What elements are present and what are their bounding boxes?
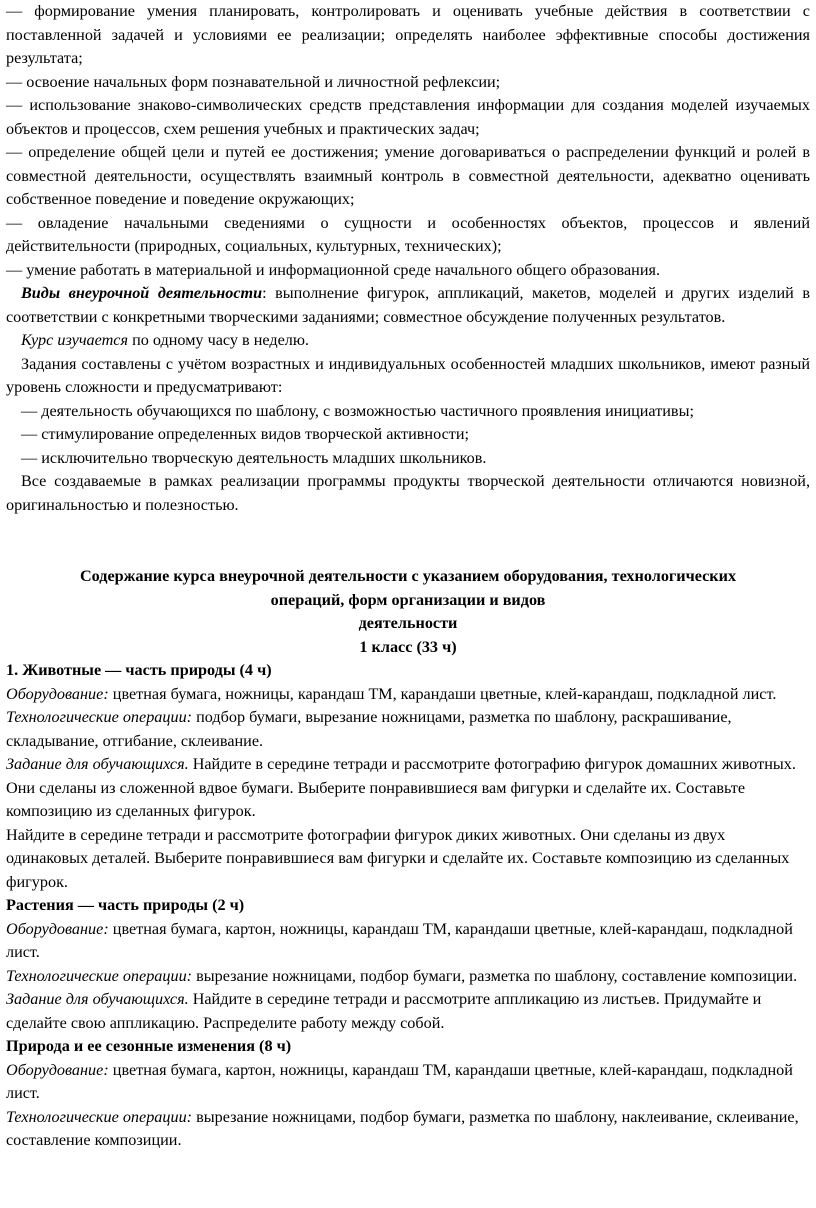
operations-paragraph: [6, 1106, 810, 1153]
intro-item: — формирование умения планировать, контролировать и оценивать учебные действия в соответствии с поставленной задачей и условиями ее реализации; определять наиболее эффективные способы достижения результата;: [6, 2, 810, 67]
operations-label: Технологические операции:: [6, 1107, 193, 1126]
tasks-intro-paragraph: Задания составлены с учётом возрастных и индивидуальных особенностей младших школьников, имеют разный уровень сложности и предусматривают:: [6, 354, 810, 396]
operations-text: вырезание ножницами, подбор бумаги, разметка по шаблону, составление композиции.: [192, 966, 798, 985]
intro-item: — овладение начальными сведениями о сущности и особенностях объектов, процессов и явлений действительности (природных, социальных, культурных, технических);: [6, 213, 810, 255]
task-item: — деятельность обучающихся по шаблону, с возможностью частичного проявления инициативы;: [21, 401, 694, 420]
task-label: Задание для обучающихся.: [6, 990, 189, 1008]
equipment-text: цветная бумага, картон, ножницы, карандаш ТМ, карандаши цветные, клей-карандаш, подкладной лист.: [6, 919, 793, 961]
operations-label: Технологические операции:: [6, 966, 193, 985]
task-paragraph: Найдите в середине тетради и рассмотрите фотографии фигурок диких животных. Они сделаны из двух одинаковых деталей. Выберите понравившиеся вам фигурки и сделайте их. Составьте композицию из сделанных фигурок.: [6, 825, 790, 891]
section-title: Природа и ее сезонные изменения (8 ч): [6, 1037, 292, 1055]
task-paragraph: [6, 753, 810, 824]
grade-heading: 1 класс (33 ч): [359, 637, 457, 656]
course-hours-text: по одному часу в неделю.: [128, 331, 309, 349]
activity-types-text: : выполнение фигурок, аппликаций, макетов, моделей и других изделий в соответствии с конкретными творческими заданиями; совместное обсуждение полученных результатов.: [6, 284, 810, 326]
equipment-text: цветная бумага, картон, ножницы, карандаш ТМ, карандаши цветные, клей-карандаш, подкладной лист.: [6, 1060, 793, 1102]
content-heading-line: Содержание курса внеурочной деятельности с указанием оборудования, технологических: [79, 567, 737, 585]
activity-types-label: Виды внеурочной деятельности: [21, 284, 263, 302]
intro-item: — использование знаково-символических средств представления информации для создания моделей изучаемых объектов и процессов, схем решения учебных и практических задач;: [6, 96, 810, 138]
equipment-paragraph: [6, 683, 810, 707]
content-heading-line: операций, форм организации и видов: [270, 590, 546, 609]
operations-paragraph: [6, 706, 810, 753]
section-title: 1. Животные — часть природы (4 ч): [6, 661, 272, 679]
equipment-label: Оборудование:: [6, 1060, 109, 1079]
equipment-label: Оборудование:: [6, 684, 109, 703]
task-text: Найдите в середине тетради и рассмотрите фотографию фигурок домашних животных. Они сделаны из сложенной вдвое бумаги. Выберите понравившиеся вам фигурки и сделайте их. Составьте композицию из сделанных фигурок.: [6, 755, 796, 820]
section-title: Растения — часть природы (2 ч): [6, 896, 245, 914]
operations-text: вырезание ножницами, подбор бумаги, разметка по шаблону, наклеивание, склеивание, составление композиции.: [6, 1107, 799, 1149]
operations-paragraph: [6, 965, 810, 989]
equipment-paragraph: [6, 918, 810, 965]
equipment-paragraph: [6, 1059, 810, 1106]
equipment-text: цветная бумага, ножницы, карандаш ТМ, карандаши цветные, клей-карандаш, подкладной лист.: [108, 684, 777, 703]
task-item: — стимулирование определенных видов творческой активности;: [21, 425, 470, 443]
task-item: — исключительно творческую деятельность младших школьников.: [21, 448, 487, 467]
operations-text: подбор бумаги, вырезание ножницами, разметка по шаблону, раскрашивание, складывание, отгибание, склеивание.: [6, 708, 732, 750]
task-text: Найдите в середине тетради и рассмотрите аппликацию из листьев. Придумайте и сделайте свою аппликацию. Распределите работу между собой.: [6, 990, 762, 1032]
task-paragraph: [6, 988, 810, 1035]
course-hours-paragraph: [6, 329, 810, 353]
task-label: Задание для обучающихся.: [6, 755, 189, 773]
course-hours-label: Курс изучается: [21, 331, 129, 349]
intro-item: — освоение начальных форм познавательной и личностной рефлексии;: [6, 72, 501, 91]
section-spacer: [6, 517, 810, 565]
activity-types-paragraph: [6, 282, 810, 329]
operations-label: Технологические операции:: [6, 708, 193, 726]
products-paragraph: Все создаваемые в рамках реализации программы продукты творческой деятельности отличаются новизной, оригинальностью и полезностью.: [6, 472, 810, 514]
equipment-label: Оборудование:: [6, 919, 109, 938]
content-heading-line: деятельности: [358, 614, 458, 632]
intro-item: — определение общей цели и путей ее достижения; умение договариваться о распределении функций и ролей в совместной деятельности, осуществлять взаимный контроль в совместной деятельности, адекватно оценивать собственное поведение и поведение окружающих;: [6, 143, 810, 208]
intro-item: — умение работать в материальной и информационной среде начального общего образования.: [6, 260, 660, 279]
